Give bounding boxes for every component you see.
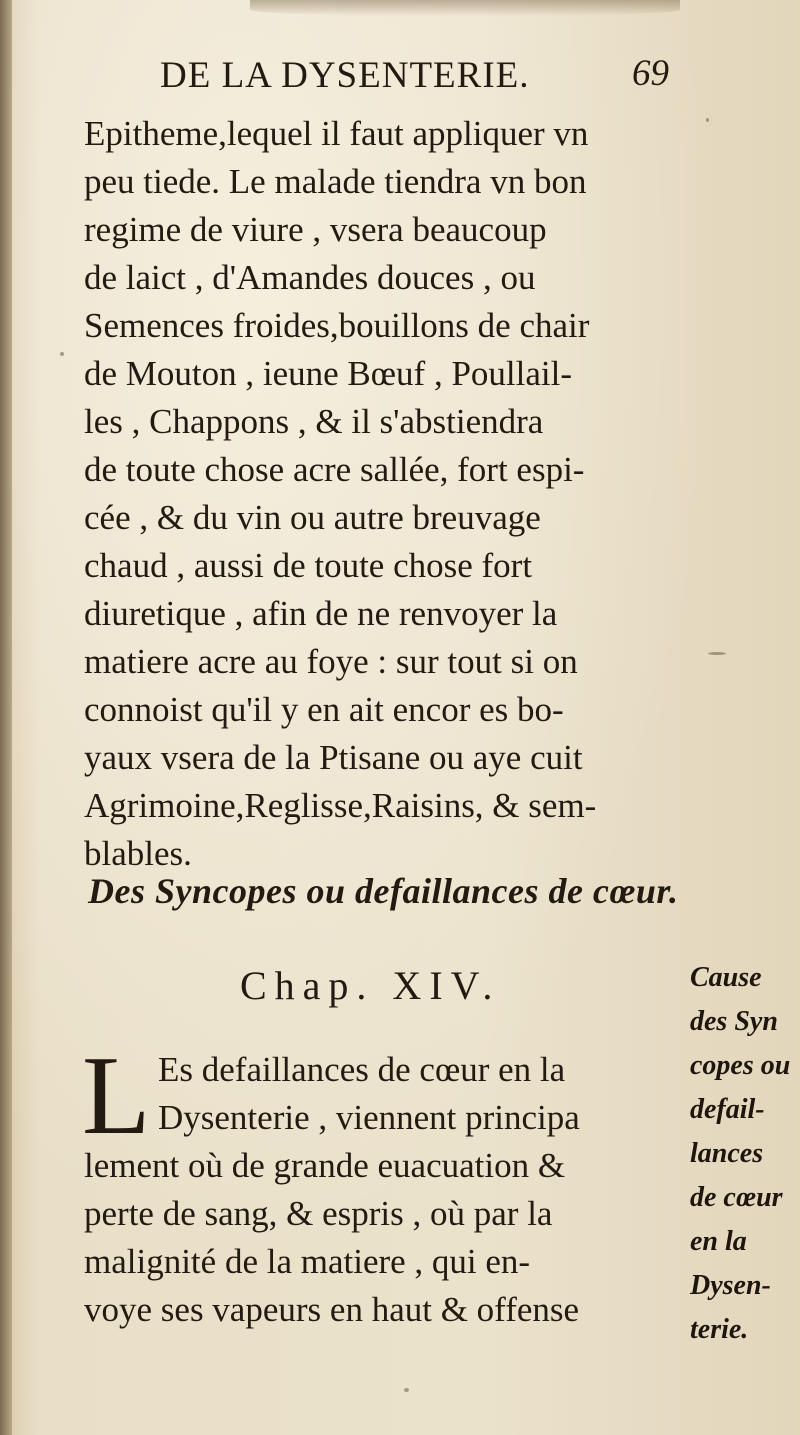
section-title: Des Syncopes ou defaillances de cœur.: [88, 871, 679, 911]
margin-note-line: des Syn: [690, 1006, 778, 1037]
margin-note-line: lances: [690, 1138, 764, 1169]
running-head: DE LA DYSENTERIE.: [160, 55, 530, 96]
margin-note-line: terie.: [690, 1314, 749, 1345]
body-line: les , Chappons , & il s'abstiendra: [84, 402, 544, 441]
drop-cap: L: [82, 1034, 151, 1158]
margin-note-line: Dysen-: [690, 1270, 771, 1301]
chapter-heading: Chap. XIV.: [240, 963, 501, 1008]
margin-note-line: defail-: [690, 1094, 765, 1125]
body-line: de toute chose acre sallée, fort espi-: [84, 450, 585, 489]
paper-speck: [60, 352, 64, 356]
paper-speck: [404, 1388, 409, 1392]
margin-note-line: Cause: [690, 962, 762, 993]
body-line: Agrimoine,Reglisse,Raisins, & sem-: [84, 786, 597, 825]
body-line: yaux vsera de la Ptisane ou aye cuit: [84, 738, 583, 777]
body-line: diuretique , afin de ne renvoyer la: [84, 594, 558, 633]
page-binding-edge: [0, 0, 12, 1435]
body-line: matiere acre au foye : sur tout si on: [84, 642, 578, 681]
body-line: de Mouton , ieune Bœuf , Poullail-: [84, 354, 573, 393]
body-line: blables.: [84, 834, 192, 873]
body-line: malignité de la matiere , qui en-: [84, 1242, 531, 1281]
body-line: de laict , d'Amandes douces , ou: [84, 258, 536, 297]
body-line: perte de sang, & espris , où par la: [84, 1194, 553, 1233]
body-line: Es defaillances de cœur en la: [158, 1050, 566, 1089]
paper-speck: [708, 652, 726, 655]
body-line: Dysenterie , viennent principa: [158, 1098, 580, 1137]
body-line: chaud , aussi de toute chose fort: [84, 546, 533, 585]
margin-note-line: copes ou: [690, 1050, 791, 1081]
margin-note-line: de cœur: [690, 1182, 783, 1213]
body-line: cée , & du vin ou autre breuvage: [84, 498, 541, 537]
body-line: Epitheme,lequel il faut appliquer vn: [84, 114, 589, 153]
body-line: connoist qu'il y en ait encor es bo-: [84, 690, 564, 729]
margin-note-line: en la: [690, 1226, 747, 1257]
page-header: [0, 50, 800, 110]
paper-stain: [250, 0, 680, 16]
paper-speck: [706, 118, 709, 122]
body-line: Semences froides,bouillons de chair: [84, 306, 590, 345]
body-line: peu tiede. Le malade tiendra vn bon: [84, 162, 587, 201]
body-line: voye ses vapeurs en haut & offense: [84, 1290, 580, 1329]
body-line: regime de viure , vsera beaucoup: [84, 210, 547, 249]
body-line: lement où de grande euacuation &: [84, 1146, 566, 1185]
page-number: 69: [632, 53, 669, 94]
